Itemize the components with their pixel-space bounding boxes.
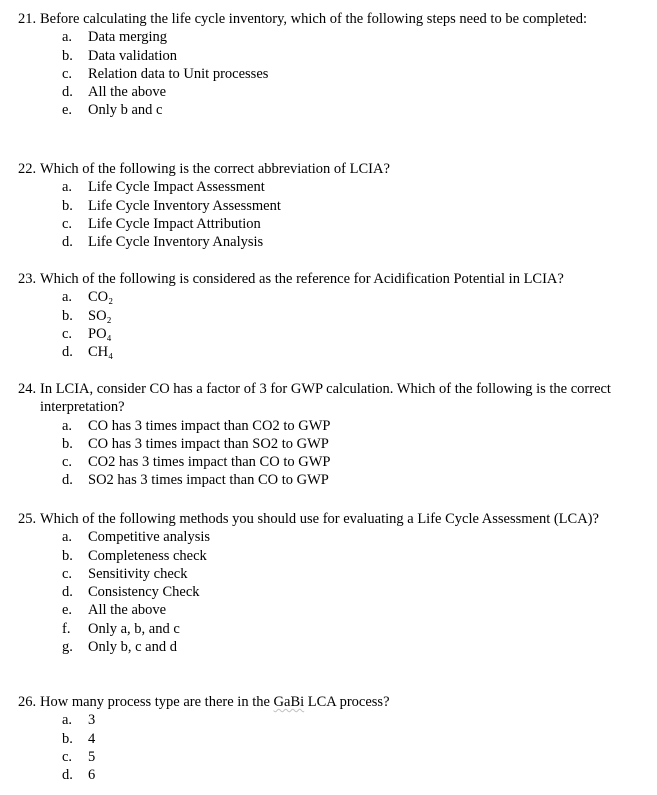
option-letter: b. [62, 307, 73, 324]
option-b [62, 730, 646, 748]
option-text: PO₄ [88, 325, 112, 342]
option-letter: b. [62, 197, 73, 214]
option-a [62, 528, 646, 546]
option-a [62, 288, 646, 306]
spellcheck-flagged-word: GaBi [273, 694, 305, 710]
option-text: Only b and c [88, 102, 163, 119]
question-number: 24. [18, 381, 37, 397]
option-g [62, 638, 646, 656]
option-c [62, 748, 646, 766]
option-letter: g. [62, 639, 73, 656]
option-text: All the above [88, 602, 167, 619]
option-letter: d. [62, 84, 73, 101]
option-letter: a. [62, 29, 73, 46]
question-22 [18, 160, 646, 251]
question-text-before: How many process type are there in the [40, 694, 274, 710]
question-number: 22. [18, 161, 37, 177]
option-text: Life Cycle Inventory Assessment [88, 197, 281, 214]
option-d [62, 343, 646, 361]
option-letter: c. [62, 325, 73, 342]
option-letter: b. [62, 435, 73, 452]
option-letter: e. [62, 602, 73, 619]
option-list [18, 711, 646, 784]
option-letter: b. [62, 730, 73, 747]
option-text: CO2 has 3 times impact than CO to GWP [88, 454, 331, 471]
option-letter: e. [62, 102, 73, 119]
option-a [62, 28, 646, 46]
option-letter: c. [62, 215, 73, 232]
option-c [62, 453, 646, 471]
option-letter: a. [62, 417, 73, 434]
option-d [62, 83, 646, 101]
option-list [18, 288, 646, 361]
option-f [62, 620, 646, 638]
option-text: Completeness check [88, 547, 207, 564]
question-number: 23. [18, 271, 37, 287]
question-text: Before calculating the life cycle inventory, which of the following steps need to be completed: [40, 11, 588, 27]
option-text: CO₂ [88, 289, 114, 306]
option-letter: a. [62, 529, 73, 546]
option-text: Only b, c and d [88, 639, 177, 656]
question-number: 25. [18, 511, 37, 527]
option-a [62, 417, 646, 435]
option-c [62, 325, 646, 343]
question-stem [18, 380, 646, 417]
question-text-after: LCA process? [304, 694, 390, 710]
option-e [62, 101, 646, 119]
option-letter: a. [62, 712, 73, 729]
option-letter: d. [62, 584, 73, 601]
option-letter: b. [62, 47, 73, 64]
option-letter: f. [62, 620, 71, 637]
question-23 [18, 270, 646, 361]
option-text: 5 [88, 748, 96, 765]
option-b [62, 47, 646, 65]
option-b [62, 435, 646, 453]
option-b [62, 547, 646, 565]
question-26 [18, 693, 646, 784]
option-d [62, 583, 646, 601]
option-d [62, 233, 646, 251]
option-text: Life Cycle Impact Attribution [88, 215, 261, 232]
question-text: Which of the following is considered as the reference for Acidification Potential in LCIA? [40, 271, 564, 287]
option-text: SO₂ [88, 307, 112, 324]
option-letter: a. [62, 289, 73, 306]
option-letter: d. [62, 234, 73, 251]
option-text: 4 [88, 730, 96, 747]
option-e [62, 601, 646, 619]
question-text: In LCIA, consider CO has a factor of 3 for GWP calculation. Which of the following is the correct interpretation? [40, 381, 611, 416]
question-21 [18, 10, 646, 120]
option-text: Life Cycle Inventory Analysis [88, 234, 264, 251]
option-a [62, 178, 646, 196]
option-text: Life Cycle Impact Assessment [88, 179, 265, 196]
option-list [18, 417, 646, 490]
option-letter: c. [62, 454, 73, 471]
option-text: Data merging [88, 29, 168, 46]
option-list [18, 28, 646, 119]
question-stem [18, 270, 646, 288]
option-b [62, 307, 646, 325]
question-text: Which of the following is the correct abbreviation of LCIA? [40, 161, 390, 177]
option-text: Data validation [88, 47, 177, 64]
option-text: CH₄ [88, 344, 114, 361]
question-stem [18, 10, 646, 28]
option-list [18, 178, 646, 251]
option-letter: b. [62, 547, 73, 564]
option-letter: c. [62, 748, 73, 765]
option-text: Competitive analysis [88, 529, 211, 546]
question-stem [18, 160, 646, 178]
option-text: Sensitivity check [88, 565, 188, 582]
option-letter: d. [62, 472, 73, 489]
option-text: SO2 has 3 times impact than CO to GWP [88, 472, 329, 489]
option-text: Consistency Check [88, 584, 200, 601]
option-letter: d. [62, 767, 73, 784]
question-number: 26. [18, 694, 37, 710]
option-letter: d. [62, 344, 73, 361]
option-text: CO has 3 times impact than CO2 to GWP [88, 417, 331, 434]
option-text: 6 [88, 767, 96, 784]
option-c [62, 65, 646, 83]
option-list [18, 528, 646, 656]
option-a [62, 711, 646, 729]
option-letter: c. [62, 565, 73, 582]
option-text: Only a, b, and c [88, 620, 180, 637]
question-text: Which of the following methods you should use for evaluating a Life Cycle Assessment (LCA)? [40, 511, 599, 527]
option-text: CO has 3 times impact than SO2 to GWP [88, 435, 329, 452]
question-24 [18, 380, 646, 490]
option-text: All the above [88, 84, 167, 101]
option-d [62, 766, 646, 784]
option-letter: c. [62, 65, 73, 82]
option-text: 3 [88, 712, 96, 729]
option-c [62, 565, 646, 583]
option-c [62, 215, 646, 233]
option-d [62, 471, 646, 489]
question-number: 21. [18, 11, 37, 27]
option-text: Relation data to Unit processes [88, 65, 269, 82]
option-b [62, 197, 646, 215]
question-stem [18, 510, 646, 528]
question-text [40, 693, 646, 711]
question-stem [18, 693, 646, 711]
question-25 [18, 510, 646, 656]
option-letter: a. [62, 179, 73, 196]
